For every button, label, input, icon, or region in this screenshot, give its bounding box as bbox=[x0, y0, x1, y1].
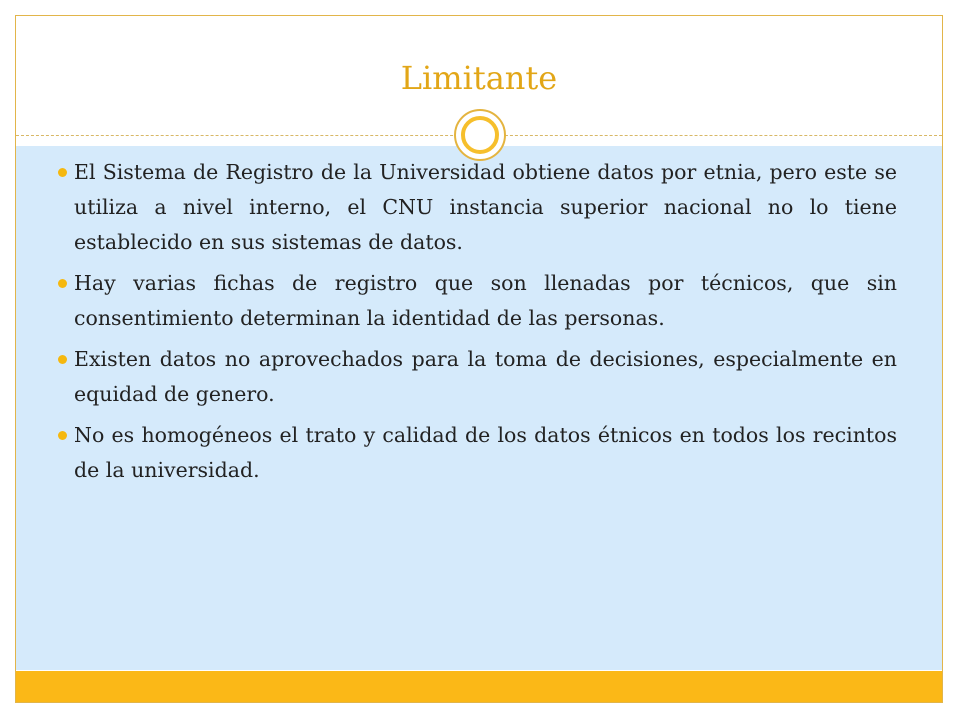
slide-title: Limitante bbox=[400, 59, 558, 97]
bullet-text: Hay varias fichas de registro que son llenadas por técnicos, que sin consentimiento determinan la identidad de las personas. bbox=[74, 271, 897, 330]
circle-ring-inner bbox=[461, 116, 499, 154]
bullet-dot-icon bbox=[58, 168, 67, 177]
bullet-dot-icon bbox=[58, 431, 67, 440]
footer-bar bbox=[16, 671, 942, 702]
bullet-list bbox=[45, 155, 897, 494]
bullet-dot-icon bbox=[58, 279, 67, 288]
bullet-text: Existen datos no aprovechados para la toma de decisiones, especialmente en equidad de genero. bbox=[74, 347, 897, 406]
circle-ring-icon bbox=[454, 109, 506, 161]
bullet-item bbox=[45, 342, 897, 412]
bullet-dot-icon bbox=[58, 355, 67, 364]
bullet-text: No es homogéneos el trato y calidad de los datos étnicos en todos los recintos de la universidad. bbox=[74, 423, 897, 482]
bullet-text: El Sistema de Registro de la Universidad obtiene datos por etnia, pero este se utiliza a nivel interno, el CNU instancia superior nacional no lo tiene establecido en sus sistemas de datos. bbox=[74, 160, 897, 254]
bullet-item bbox=[45, 418, 897, 488]
bullet-item bbox=[45, 155, 897, 260]
bullet-item bbox=[45, 266, 897, 336]
